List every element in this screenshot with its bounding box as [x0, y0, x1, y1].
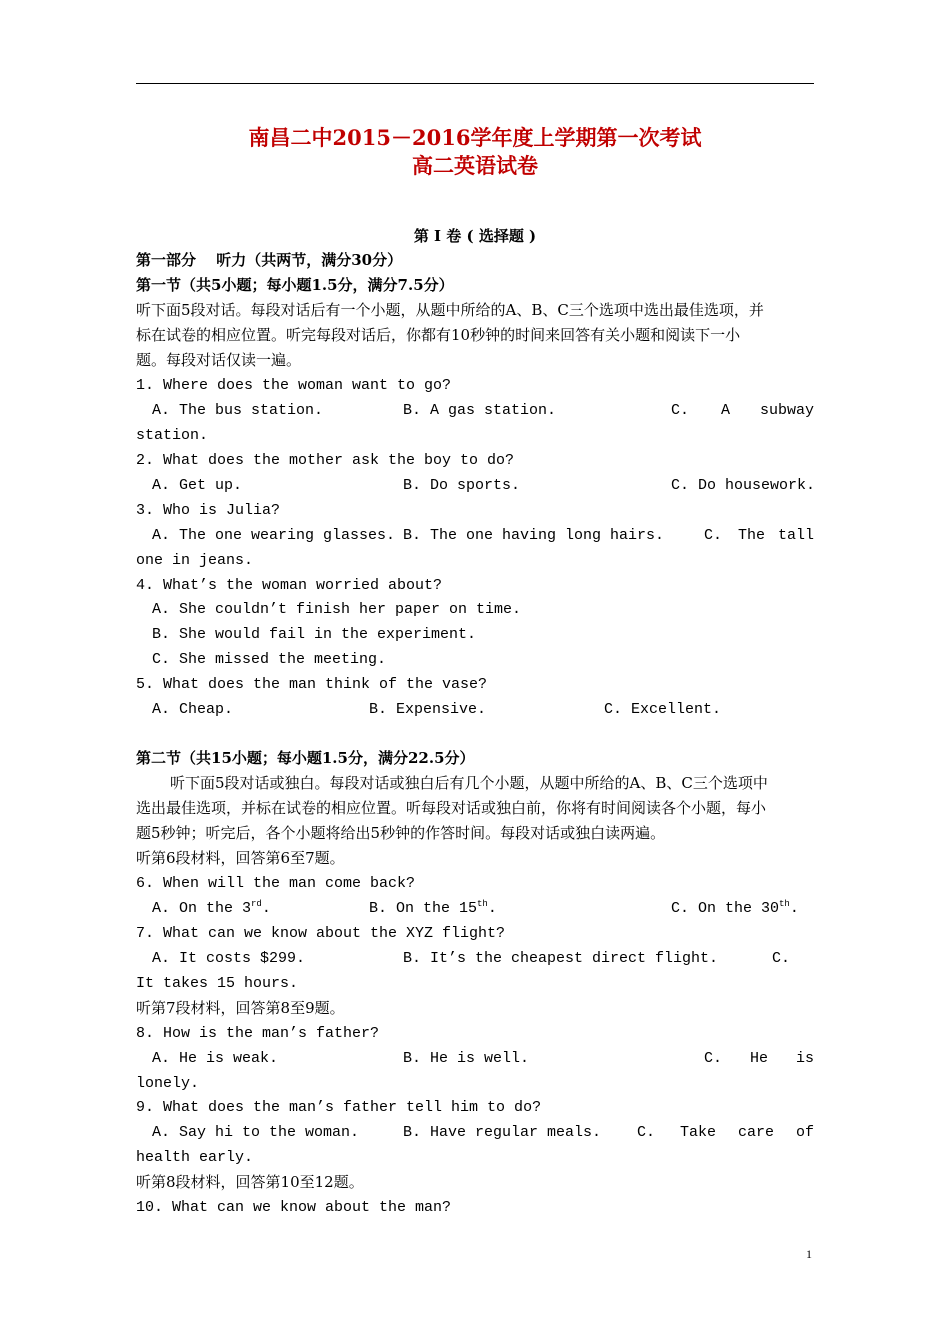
q4-option-a	[136, 597, 814, 622]
question-7-options	[136, 946, 814, 971]
header-rule	[136, 83, 814, 84]
q5-option-a: A. Cheap.	[152, 701, 234, 718]
question-5-options	[136, 697, 814, 722]
q6-option-a: A. On the 3rd.	[152, 899, 271, 917]
q3-option-c-letter: C.	[704, 527, 723, 544]
question-2-options	[136, 473, 814, 498]
section1-instructions-line3: 题。每段对话仅读一遍。	[136, 351, 302, 369]
q8-option-c-word2: is	[795, 1050, 814, 1067]
q8-option-c-letter: C.	[704, 1050, 723, 1067]
question-3-options	[136, 523, 814, 548]
section2-instructions-line1-text: 听下面5段对话或独白。每段对话或独白后有几个小题，从题中所给的A、B、C三个选项中	[170, 774, 768, 792]
material-7-note: 听第7段材料，回答第8至9题。	[136, 999, 345, 1017]
q7-option-c-letter: C.	[772, 950, 791, 967]
q1-option-c-word1: A	[721, 402, 731, 419]
question-9-stem: 9. What does the man’s father tell him to do?	[136, 1099, 542, 1116]
q7-option-b: B. It’s the cheapest direct flight.	[403, 950, 719, 967]
question-8-options	[136, 1046, 814, 1071]
material-6-note: 听第6段材料，回答第6至7题。	[136, 849, 345, 867]
q6-option-a-text: A. On the 3	[152, 900, 252, 917]
q1-option-c-word2: subway	[759, 402, 814, 419]
question-9-options	[136, 1120, 814, 1145]
material-8-note: 听第8段材料，回答第10至12题。	[136, 1173, 364, 1191]
question-6-stem: 6. When will the man come back?	[136, 875, 416, 892]
q1-option-b: B. A gas station.	[403, 402, 557, 419]
q4-option-c-text: C. She missed the meeting.	[152, 651, 387, 668]
q9-option-c-letter: C.	[637, 1124, 656, 1141]
question-7-stem: 7. What can we know about the XYZ flight?	[136, 925, 506, 942]
question-3-stem: 3. Who is Julia?	[136, 502, 281, 519]
q9-option-c-word3: of	[795, 1124, 814, 1141]
section-title: 第 I 卷 ( 选择题 )	[413, 227, 537, 245]
q1-option-c-letter: C.	[671, 402, 690, 419]
question-4-stem: 4. What’s the woman worried about?	[136, 577, 443, 594]
q3-option-c-word1: The	[738, 527, 766, 544]
section2-instructions-line3: 题5秒钟；听完后，各个小题将给出5秒钟的作答时间。每段对话或独白读两遍。	[136, 824, 666, 842]
q2-option-b: B. Do sports.	[403, 477, 521, 494]
q8-option-b: B. He is well.	[403, 1050, 530, 1067]
section2-heading: 第二节（共15小题；每小题1.5分，满分22.5分）	[136, 749, 475, 767]
question-6-options	[136, 896, 814, 921]
q1-option-a: A. The bus station.	[152, 402, 324, 419]
question-1-stem: 1. Where does the woman want to go?	[136, 377, 452, 394]
q9-option-c-word1: Take	[680, 1124, 717, 1141]
q1-option-c-continued: station.	[136, 427, 209, 444]
q8-option-c-continued: lonely.	[136, 1075, 200, 1092]
question-8-stem: 8. How is the man’s father?	[136, 1025, 380, 1042]
q3-option-b: B. The one having long hairs.	[403, 527, 665, 544]
section1-instructions-line1: 听下面5段对话。每段对话后有一个小题，从题中所给的A、B、C三个选项中选出最佳选项，并	[136, 301, 764, 319]
question-10-stem: 10. What can we know about the man?	[136, 1199, 452, 1216]
page-number: 1	[806, 1247, 812, 1261]
q8-option-c-word1: He	[750, 1050, 769, 1067]
q6-option-c: C. On the 30th.	[671, 899, 799, 917]
part1-heading: 第一部分 听力（共两节，满分30分）	[136, 251, 403, 269]
q3-option-a: A. The one wearing glasses.	[152, 527, 396, 544]
exam-subtitle: 高二英语试卷	[412, 153, 538, 178]
q6-option-b: B. On the 15th.	[369, 899, 497, 917]
q3-option-c-word2: tall	[777, 527, 814, 544]
q6-option-c-text: C. On the 30	[671, 900, 780, 917]
q7-option-a: A. It costs $299.	[152, 950, 306, 967]
q2-option-c: C. Do housework.	[671, 477, 816, 494]
q7-option-c-continued: It takes 15 hours.	[136, 975, 299, 992]
q6-option-a-sup: rd	[251, 899, 262, 909]
section2-instructions-line1	[136, 771, 814, 796]
section1-heading: 第一节（共5小题；每小题1.5分，满分7.5分）	[136, 276, 454, 294]
q9-option-c-continued: health early.	[136, 1149, 254, 1166]
q9-option-a: A. Say hi to the woman.	[152, 1124, 360, 1141]
q6-option-c-sup: th	[779, 899, 790, 909]
q3-option-c-continued: one in jeans.	[136, 552, 254, 569]
q6-option-b-sup: th	[477, 899, 488, 909]
question-5-stem: 5. What does the man think of the vase?	[136, 676, 488, 693]
q8-option-a: A. He is weak.	[152, 1050, 279, 1067]
q5-option-c: C. Excellent.	[604, 701, 722, 718]
question-1-options	[136, 398, 814, 423]
section2-instructions-line2: 选出最佳选项，并标在试卷的相应位置。听每段对话或独白前，你将有时间阅读各个小题，每小	[136, 799, 767, 817]
q6-option-b-text: B. On the 15	[369, 900, 478, 917]
q9-option-b: B. Have regular meals.	[403, 1124, 602, 1141]
question-2-stem: 2. What does the mother ask the boy to do?	[136, 452, 515, 469]
q5-option-b: B. Expensive.	[369, 701, 487, 718]
section1-instructions-line2: 标在试卷的相应位置。听完每段对话后，你都有10秒钟的时间来回答有关小题和阅读下一小	[136, 326, 741, 344]
q4-option-c	[136, 647, 814, 672]
q4-option-b	[136, 622, 814, 647]
q9-option-c-word2: care	[738, 1124, 775, 1141]
q2-option-a: A. Get up.	[152, 477, 243, 494]
exam-title: 南昌二中2015－2016学年度上学期第一次考试	[248, 125, 702, 150]
q4-option-a-text: A. She couldn’t finish her paper on time.	[152, 601, 522, 618]
q4-option-b-text: B. She would fail in the experiment.	[152, 626, 477, 643]
